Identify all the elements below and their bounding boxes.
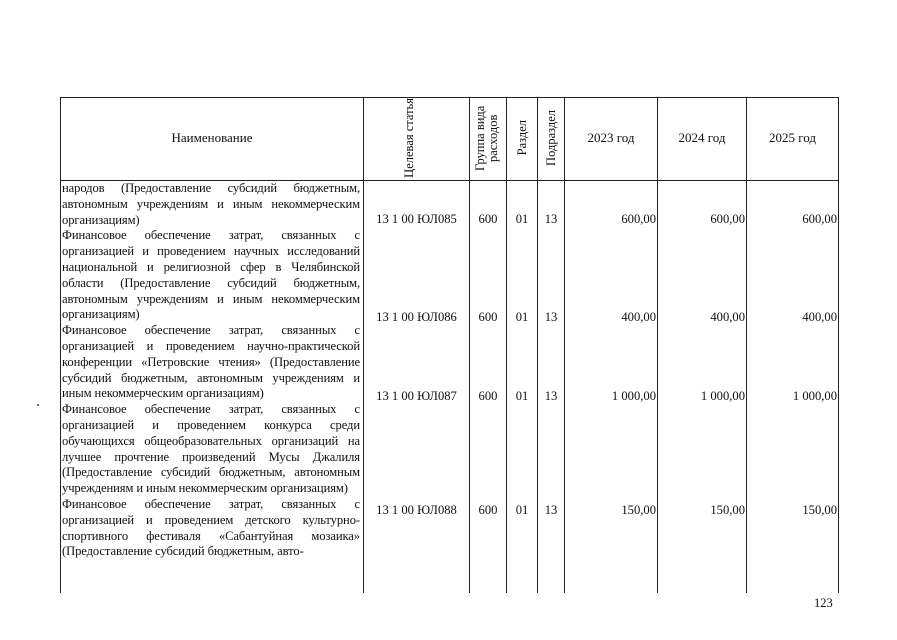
amount-2023: 600,00 (621, 212, 656, 226)
amount-2024: 600,00 (710, 212, 745, 226)
subsection: 13 (544, 212, 558, 226)
name-text: Финансовое обеспечение затрат, связанных с организацией и проведением детского культурно-спортивного фестиваля «Сабантуйная мозаика» (Предоставление субсидий бюджетным, авто- (62, 496, 360, 559)
target-article-code: 13 1 00 ЮЛ085 (376, 212, 457, 226)
subsection: 13 (544, 389, 558, 403)
header-subsection: Подраздел (543, 110, 558, 166)
scan-speck (37, 404, 39, 406)
expense-group: 600 (478, 503, 498, 517)
amount-2025: 150,00 (802, 503, 837, 517)
amount-2025: 400,00 (802, 310, 837, 324)
name-column (62, 181, 360, 560)
header-name: Наименование (171, 130, 253, 145)
name-text: Финансовое обеспечение затрат, связанных с организацией и проведением научно-практической конференции «Петровские чтения» (Предоставление субсидий бюджетным, автономным учреждениям и иным некоммерческим организациям) (62, 323, 360, 401)
amount-2023: 400,00 (621, 310, 656, 324)
expense-group: 600 (478, 389, 498, 403)
expense-group: 600 (478, 310, 498, 324)
section: 01 (515, 310, 529, 324)
amount-2024: 1 000,00 (700, 389, 745, 403)
header-target-article: Целевая статья (401, 98, 416, 178)
header-expense-group: Группа вида расходов (473, 105, 500, 171)
subsection: 13 (544, 503, 558, 517)
target-article-code: 13 1 00 ЮЛ088 (376, 503, 457, 517)
name-text: народов (Предоставление субсидий бюджетным, автономным учреждениям и иным некоммерческим организациям) (62, 181, 360, 227)
expense-group: 600 (478, 212, 498, 226)
amount-2024: 150,00 (710, 503, 745, 517)
amount-2024: 400,00 (710, 310, 745, 324)
amount-2025: 600,00 (802, 212, 837, 226)
header-2025: 2025 год (769, 130, 816, 145)
section: 01 (515, 503, 529, 517)
section: 01 (515, 212, 529, 226)
target-article-code: 13 1 00 ЮЛ086 (376, 310, 457, 324)
target-article-code: 13 1 00 ЮЛ087 (376, 389, 457, 403)
header-section: Раздел (514, 120, 529, 156)
amount-2023: 150,00 (621, 503, 656, 517)
grid-line (838, 97, 839, 593)
page-number: 123 (814, 596, 833, 610)
section: 01 (515, 389, 529, 403)
header-2023: 2023 год (587, 130, 635, 145)
name-text: Финансовое обеспечение затрат, связанных с организацией и проведением конкурса среди обучающихся общеобразовательных организаций на лучшее прочтение произведений Мусы Джалиля (Предоставление субсидий бюджетным, автономным учреждениям и иным некоммерческим организациям) (62, 402, 360, 496)
amount-2023: 1 000,00 (611, 389, 656, 403)
subsection: 13 (544, 310, 558, 324)
amount-2025: 1 000,00 (792, 389, 837, 403)
header-2024: 2024 год (678, 130, 726, 145)
name-text: Финансовое обеспечение затрат, связанных с организацией и проведением научных исследований национальной и религиозной сфер в Челябинской области (Предоставление субсидий бюджетным, автономным учреждениям и иным некоммерческим организациям) (62, 228, 360, 322)
